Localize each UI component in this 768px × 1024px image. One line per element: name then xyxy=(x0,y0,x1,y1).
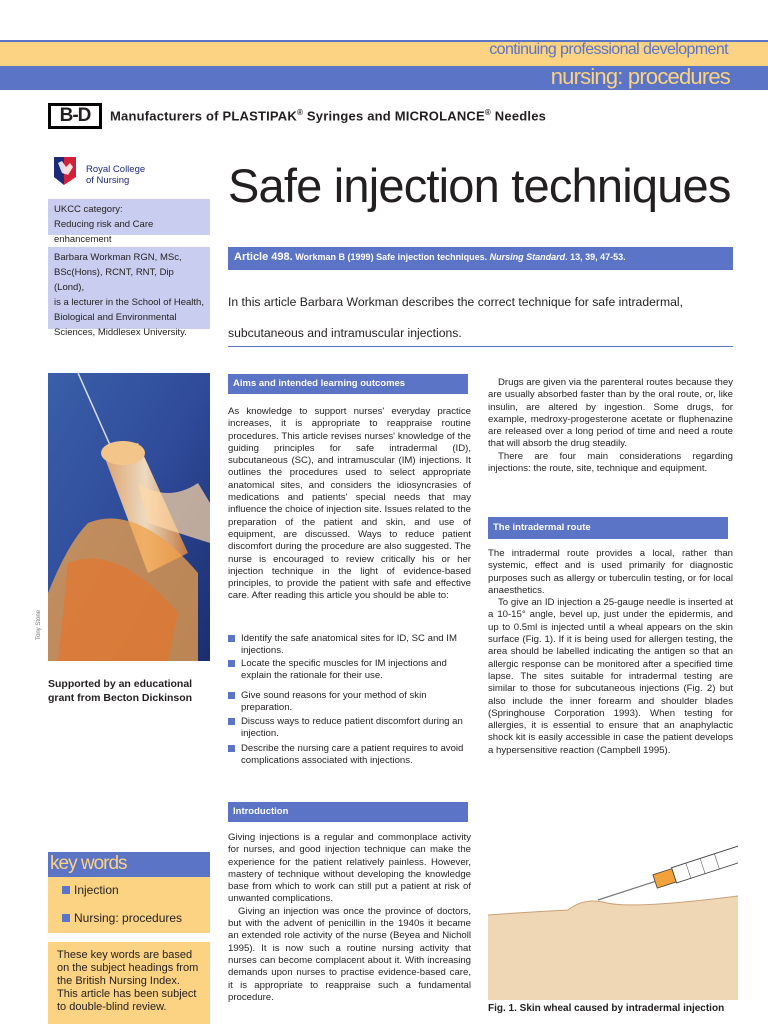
aims-paragraph: As knowledge to support nurses' everyday practice increases, it is appropriate to reappraise routine procedures. This article revises nurses' knowledge of the guiding principles for safe intradermal (ID), subcutaneous (SC), and intramuscular (IM) injections. It outlines the procedures used to select appropriate anatomical sites, and considers the idiosyncrasies of medications and patients' special needs that may influence the choice of injection site. Issues related to the preparation of the patient and skin, and use of equipment, are discussed. Ways to reduce patient discomfort during the procedure are also suggested. The nurse is encouraged to review critically his or her injection technique in the light of evidence-based principles, to provide the patient with safe and effective care. After reading this article you should be able to: xyxy=(228,406,471,602)
bullet-square-icon xyxy=(228,660,235,667)
outcome-bullet: Locate the specific muscles for IM injections and explain the rationale for their use. xyxy=(228,658,473,683)
section-heading-aims: Aims and intended learning outcomes xyxy=(228,374,468,394)
bullet-square-icon xyxy=(228,635,235,642)
bd-logo: B-D xyxy=(48,103,102,129)
manufacturer-tagline: Manufacturers of PLASTIPAK® Syringes and MICROLANCE® Needles xyxy=(110,108,547,124)
keyword-item: Nursing: procedures xyxy=(62,911,182,925)
keywords-heading: key words xyxy=(48,852,210,877)
bullet-square-icon xyxy=(62,886,70,894)
divider xyxy=(228,346,733,347)
parenteral-paragraph: Drugs are given via the parenteral routes because they are usually absorbed faster than by the oral route, or, like insulin, are altered by ingestion. Some drugs, for example, medroxy-progesterone acetate or fluphenazine are released over a long period of time and need a route that will absorb the drug steadily. There are four main considerations regarding injections: the route, site, technique and equipment. xyxy=(488,377,733,475)
citation-bar: Article 498. Workman B (1999) Safe injection techniques. Nursing Standard. 13, 39, 47-53. xyxy=(228,247,733,270)
bullet-square-icon xyxy=(228,692,235,699)
article-lead: In this article Barbara Workman describes the correct technique for safe intradermal, subcutaneous and intramuscular injections. xyxy=(228,295,683,340)
bullet-square-icon xyxy=(228,718,235,725)
introduction-paragraph: Giving injections is a regular and commonplace activity for nurses, and good injection technique can make the experience for the patient relatively painless. However, mastery of technique without developing the knowledge base from which to work can still put a patient at risk of unwanted complications. Giving an injection was once the province of doctors, but with the advent of penicillin in the 1940s it became an extended role activity of the nurse (Beyea and Nicholl 1995). It is now such a routine nursing activity that nurses can become complacent about it. With increasing demands upon nurses to practise evidence-based care, it is appropriate to reappraise such a fundamental procedure. xyxy=(228,832,471,1003)
section-heading-introduction: Introduction xyxy=(228,802,468,822)
header-series-label: continuing professional development xyxy=(489,41,728,58)
header-section-label: nursing: procedures xyxy=(550,64,730,89)
rcn-logo-icon xyxy=(52,155,78,187)
intradermal-injection-figure xyxy=(488,830,738,1000)
outcome-bullet: Discuss ways to reduce patient discomfort during an injection. xyxy=(228,716,473,741)
keywords-note: These key words are based on the subject headings from the British Nursing Index. This article has been subject to double-blind review. xyxy=(48,942,210,1024)
keyword-item: Injection xyxy=(62,883,119,897)
outcome-bullet: Give sound reasons for your method of skin preparation. xyxy=(228,690,473,715)
outcome-bullet: Identify the safe anatomical sites for ID, SC and IM injections. xyxy=(228,633,473,658)
bullet-square-icon xyxy=(228,745,235,752)
rcn-name: Royal College of Nursing xyxy=(86,164,146,186)
author-box: Barbara Workman RGN, MSc, BSc(Hons), RCNT, RNT, Dip (Lond), is a lecturer in the School of Health, Biological and Environmental Sciences, Middlesex University. xyxy=(48,247,210,329)
bullet-square-icon xyxy=(62,914,70,922)
intradermal-paragraph: The intradermal route provides a local, rather than systemic, effect and is used primarily for diagnostic purposes such as allergy or tuberculin testing, or for local anaesthetics. To give an ID injection a 25-gauge needle is inserted at a 10-15° angle, bevel up, just under the epidermis, and up to 0.5ml is injected until a wheal appears on the skin surface (Fig. 1). If it is being used for allergen testing, the area should be labelled indicating the antigen so that an allergic response can be monitored after a specified time lapse. The sites suitable for intradermal testing are similar to those for subcutaneous injections (Fig. 2) but also include the inner forearm and shoulder blades (Springhouse Corporation 1993). When testing for allergies, it is essential to ensure that an anaphylactic shock kit is easily accessible in case the patient develops a hypersensitive reaction (Campbell 1995). xyxy=(488,548,733,756)
section-heading-intradermal: The intradermal route xyxy=(488,517,728,539)
sponsor-note: Supported by an educational grant from Becton Dickinson xyxy=(48,678,193,704)
ukcc-category-box: UKCC category: Reducing risk and Care enhancement xyxy=(48,199,210,235)
syringe-photo xyxy=(48,373,210,661)
photo-credit: Tony Stone xyxy=(36,609,42,640)
outcome-bullet: Describe the nursing care a patient requires to avoid complications associated with injections. xyxy=(228,743,473,768)
figure-caption: Fig. 1. Skin wheal caused by intradermal injection xyxy=(488,1003,725,1014)
article-title: Safe injection techniques xyxy=(228,159,731,212)
